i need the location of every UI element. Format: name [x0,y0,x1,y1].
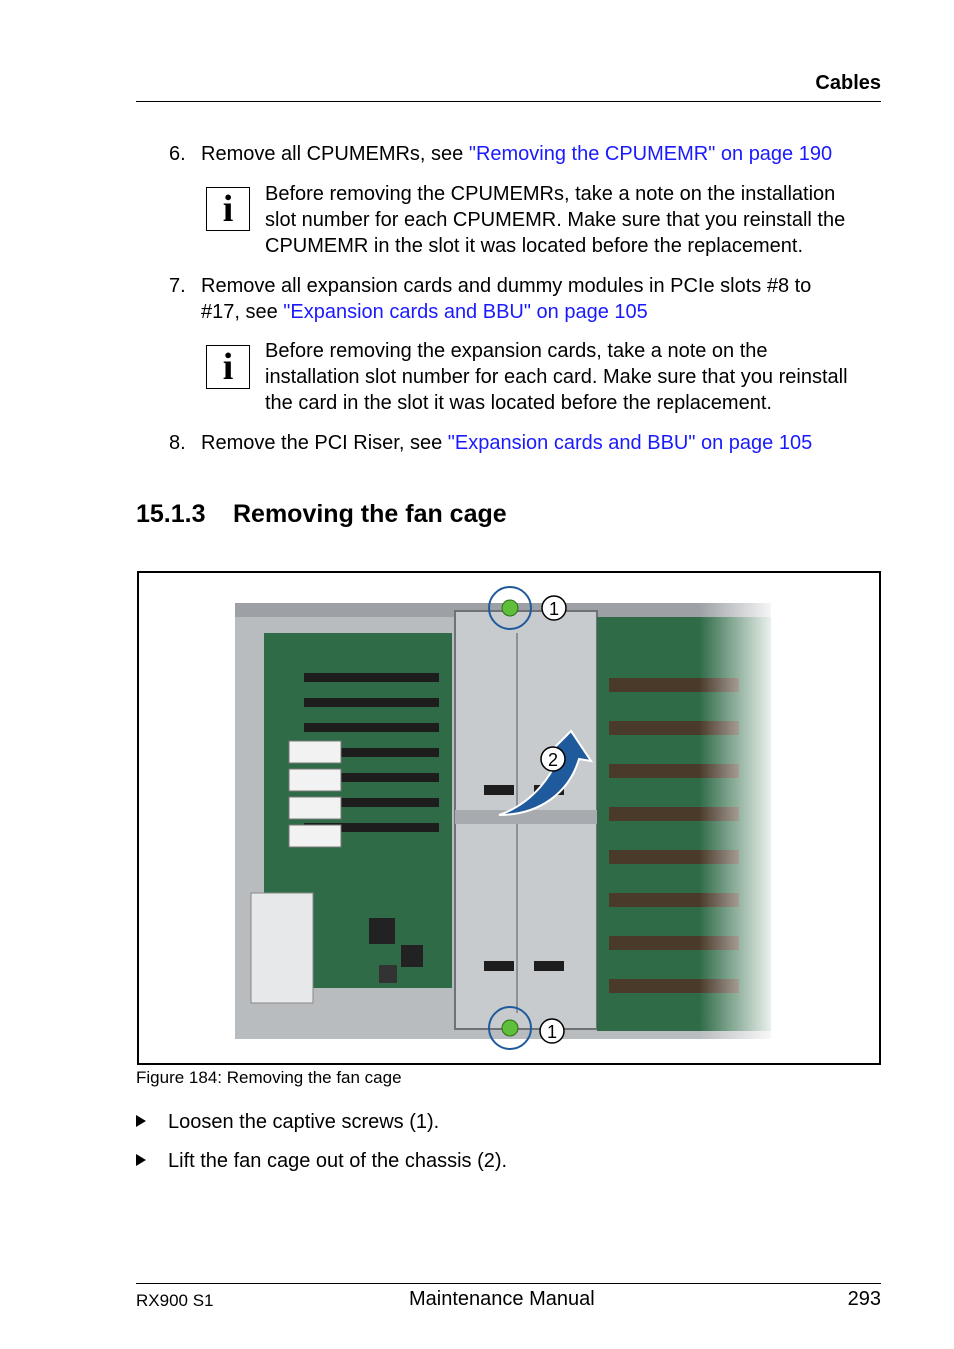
info-note [265,338,848,416]
callout-label: 2 [547,750,559,770]
bullet-text: Loosen the captive screws (1). [168,1111,440,1133]
cross-reference-link[interactable]: "Expansion cards and BBU" on page 105 [283,301,648,323]
callout-label: 1 [546,1022,558,1042]
note-line: the card in the slot it was located before the replacement. [265,392,772,414]
step-text: #17, see [201,301,284,323]
step-number: 8. [169,432,186,454]
bullet-triangle-icon [136,1115,146,1127]
bullet-text: Lift the fan cage out of the chassis (2). [168,1150,508,1172]
footer-rule [136,1283,881,1284]
note-line: installation slot number for each card. Make sure that you reinstall [265,366,848,388]
footer-model: RX900 S1 [136,1291,214,1310]
section-number: 15.1.3 [136,500,206,528]
page-number: 293 [847,1288,881,1310]
section-title: Removing the fan cage [233,500,507,528]
step-number: 7. [169,275,186,297]
info-note [265,181,845,259]
info-icon: i [206,187,250,231]
captive-screw-top [502,600,518,616]
running-header: Cables [815,72,881,94]
fan-cage-illustration [139,573,879,1063]
callout-label: 1 [548,599,560,619]
step-text: Remove the PCI Riser, see [201,432,448,454]
header-rule [136,101,881,102]
figure-caption: Figure 184: Removing the fan cage [136,1068,402,1087]
captive-screw-bottom [502,1020,518,1036]
note-line: Before removing the expansion cards, take a note on the [265,340,768,362]
info-icon: i [206,345,250,389]
note-line: slot number for each CPUMEMR. Make sure that you reinstall the [265,209,846,231]
riser-bracket [251,893,313,1003]
step-text: Remove all CPUMEMRs, see [201,143,469,165]
step-number: 6. [169,143,186,165]
footer-manual-title: Maintenance Manual [409,1288,595,1310]
note-line: CPUMEMR in the slot it was located before the replacement. [265,235,804,257]
cross-reference-link[interactable]: "Removing the CPUMEMR" on page 190 [468,143,833,165]
cross-reference-link[interactable]: "Expansion cards and BBU" on page 105 [447,432,813,454]
section-heading [136,500,507,529]
image-fade [699,603,779,1039]
bullet-triangle-icon [136,1154,146,1166]
figure-frame [137,571,881,1065]
step-text: Remove all expansion cards and dummy modules in PCIe slots #8 to [201,275,812,297]
note-line: Before removing the CPUMEMRs, take a note on the installation [265,183,836,205]
